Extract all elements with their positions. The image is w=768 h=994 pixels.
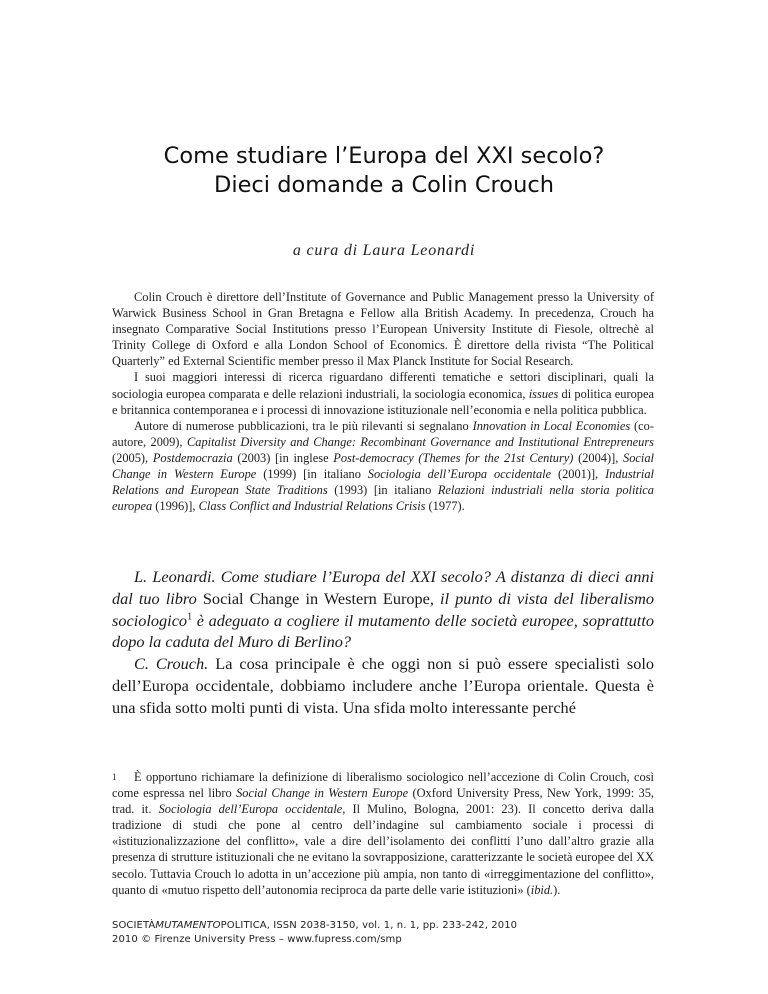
answer-speaker: C. Crouch. xyxy=(134,654,209,674)
title-line-1: Come studiare l’Europa del XXI secolo? xyxy=(163,143,605,169)
editor-credit: a cura di Laura Leonardi xyxy=(292,242,476,259)
bio-paragraph-1: Colin Crouch è direttore dell’Institute of Governance and Public Management presso la University of Warwick Business School in Gran Bretagna e Fellow alla British Academy. In precedenza, Crouch ha insegnato Comparative Social Institutions presso l’European University Institute di Fiesole, oltrechè al Trinity College di Oxford e alla London School of Economics. È direttore della rivista “The Political Quarterly” ed External Scientific member presso il Max Planck Institute for Social Research. xyxy=(112,290,654,369)
article-title xyxy=(0,142,768,200)
answer-paragraph: C. Crouch. La cosa principale è che oggi non si può essere specialisti solo dell’Europa occidentale, dobbiamo includere anche l’Europa orientale. Questa è una sfida sotto molti punti di vista. Una sfida molto interessante perché xyxy=(112,654,655,717)
question-speaker: L. Leonardi. xyxy=(134,567,216,586)
bio-paragraph-2: I suoi maggiori interessi di ricerca riguardano differenti tematiche e settori disciplinari, quali la sociologia europea comparata e delle relazioni industriali, la sociologia economica, issues di politica europea e britannica contemporanea e i processi di innovazione istituzionale nell’economia e nella politica pubblica. xyxy=(112,370,654,417)
book-title: Social Change in Western Europe xyxy=(202,588,430,608)
journal-footer xyxy=(112,919,712,947)
bio-paragraph-3: Autore di numerose pubblicazioni, tra le più rilevanti si segnalano Innovation in Local Economies (co-autore, 2009), Capitalist Diversity and Change: Recombinant Governance and Institutional Entrepreneurs (2005), Postdemocrazia (2003) [in inglese Post-democracy (Themes for the 21st Century) (2004)], Social Change in Western Europe (1999) [in italiano Sociologia dell’Europa occidentale (2001)], Industrial Relations and European State Traditions (1993) [in italiano Relazioni industriali nella storia politica europea (1996)], Class Conflict and Industrial Relations Crisis (1977). xyxy=(112,418,655,514)
question-paragraph: L. Leonardi. Come studiare l’Europa del XXI secolo? A distanza di dieci anni dal tuo libro Social Change in Western Europe, il punto di vista del liberalismo sociologico$^1$ è adeguato a cogliere il mutamento delle società europee, soprattutto dopo la caduta del Muro di Berlino? xyxy=(112,567,654,652)
title-line-2: Dieci domande a Colin Crouch xyxy=(214,172,554,198)
footnote-1 xyxy=(112,769,654,898)
journal-citation: SOCIETÀMUTAMENTOPOLITICA, ISSN 2038-3150, vol. 1, n. 1, pp. 233-242, 2010 xyxy=(112,920,518,931)
footnote-reference[interactable]: 1 xyxy=(187,611,193,623)
footnote-text: È opportuno richiamare la definizione di liberalismo sociologico nell’accezione di Colin Crouch, così come espressa nel libro Social Change in Western Europe (Oxford University Press, New York, 1999: 35, trad. it. Sociologia dell’Europa occidentale, Il Mulino, Bologna, 2001: 23). Il concetto deriva dalla tradizione di studi che pone al centro dell’indagine sul cambiamento sociale i processi di «istituzionalizzazione del conflitto», vale a dire dell’isolamento dei conflitti l’uno dall’altro grazie alla presenza di strutture istituzionali che ne evitano la sovrapposizione, caratterizzante le società europee del XX secolo. Tuttavia Crouch lo adotta in un’accezione più ampia, non tanto di «irreggimentazione del conflitto», quanto di «mutuo rispetto dell’autonomia reciproca da parte delle varie istituzioni» (ibid.). xyxy=(112,770,654,897)
interview-body xyxy=(112,566,654,719)
publisher-line: 2010 © Firenze University Press – www.fupress.com/smp xyxy=(112,934,402,945)
footnote-number: 1 xyxy=(112,772,117,782)
author-bio xyxy=(112,289,654,514)
